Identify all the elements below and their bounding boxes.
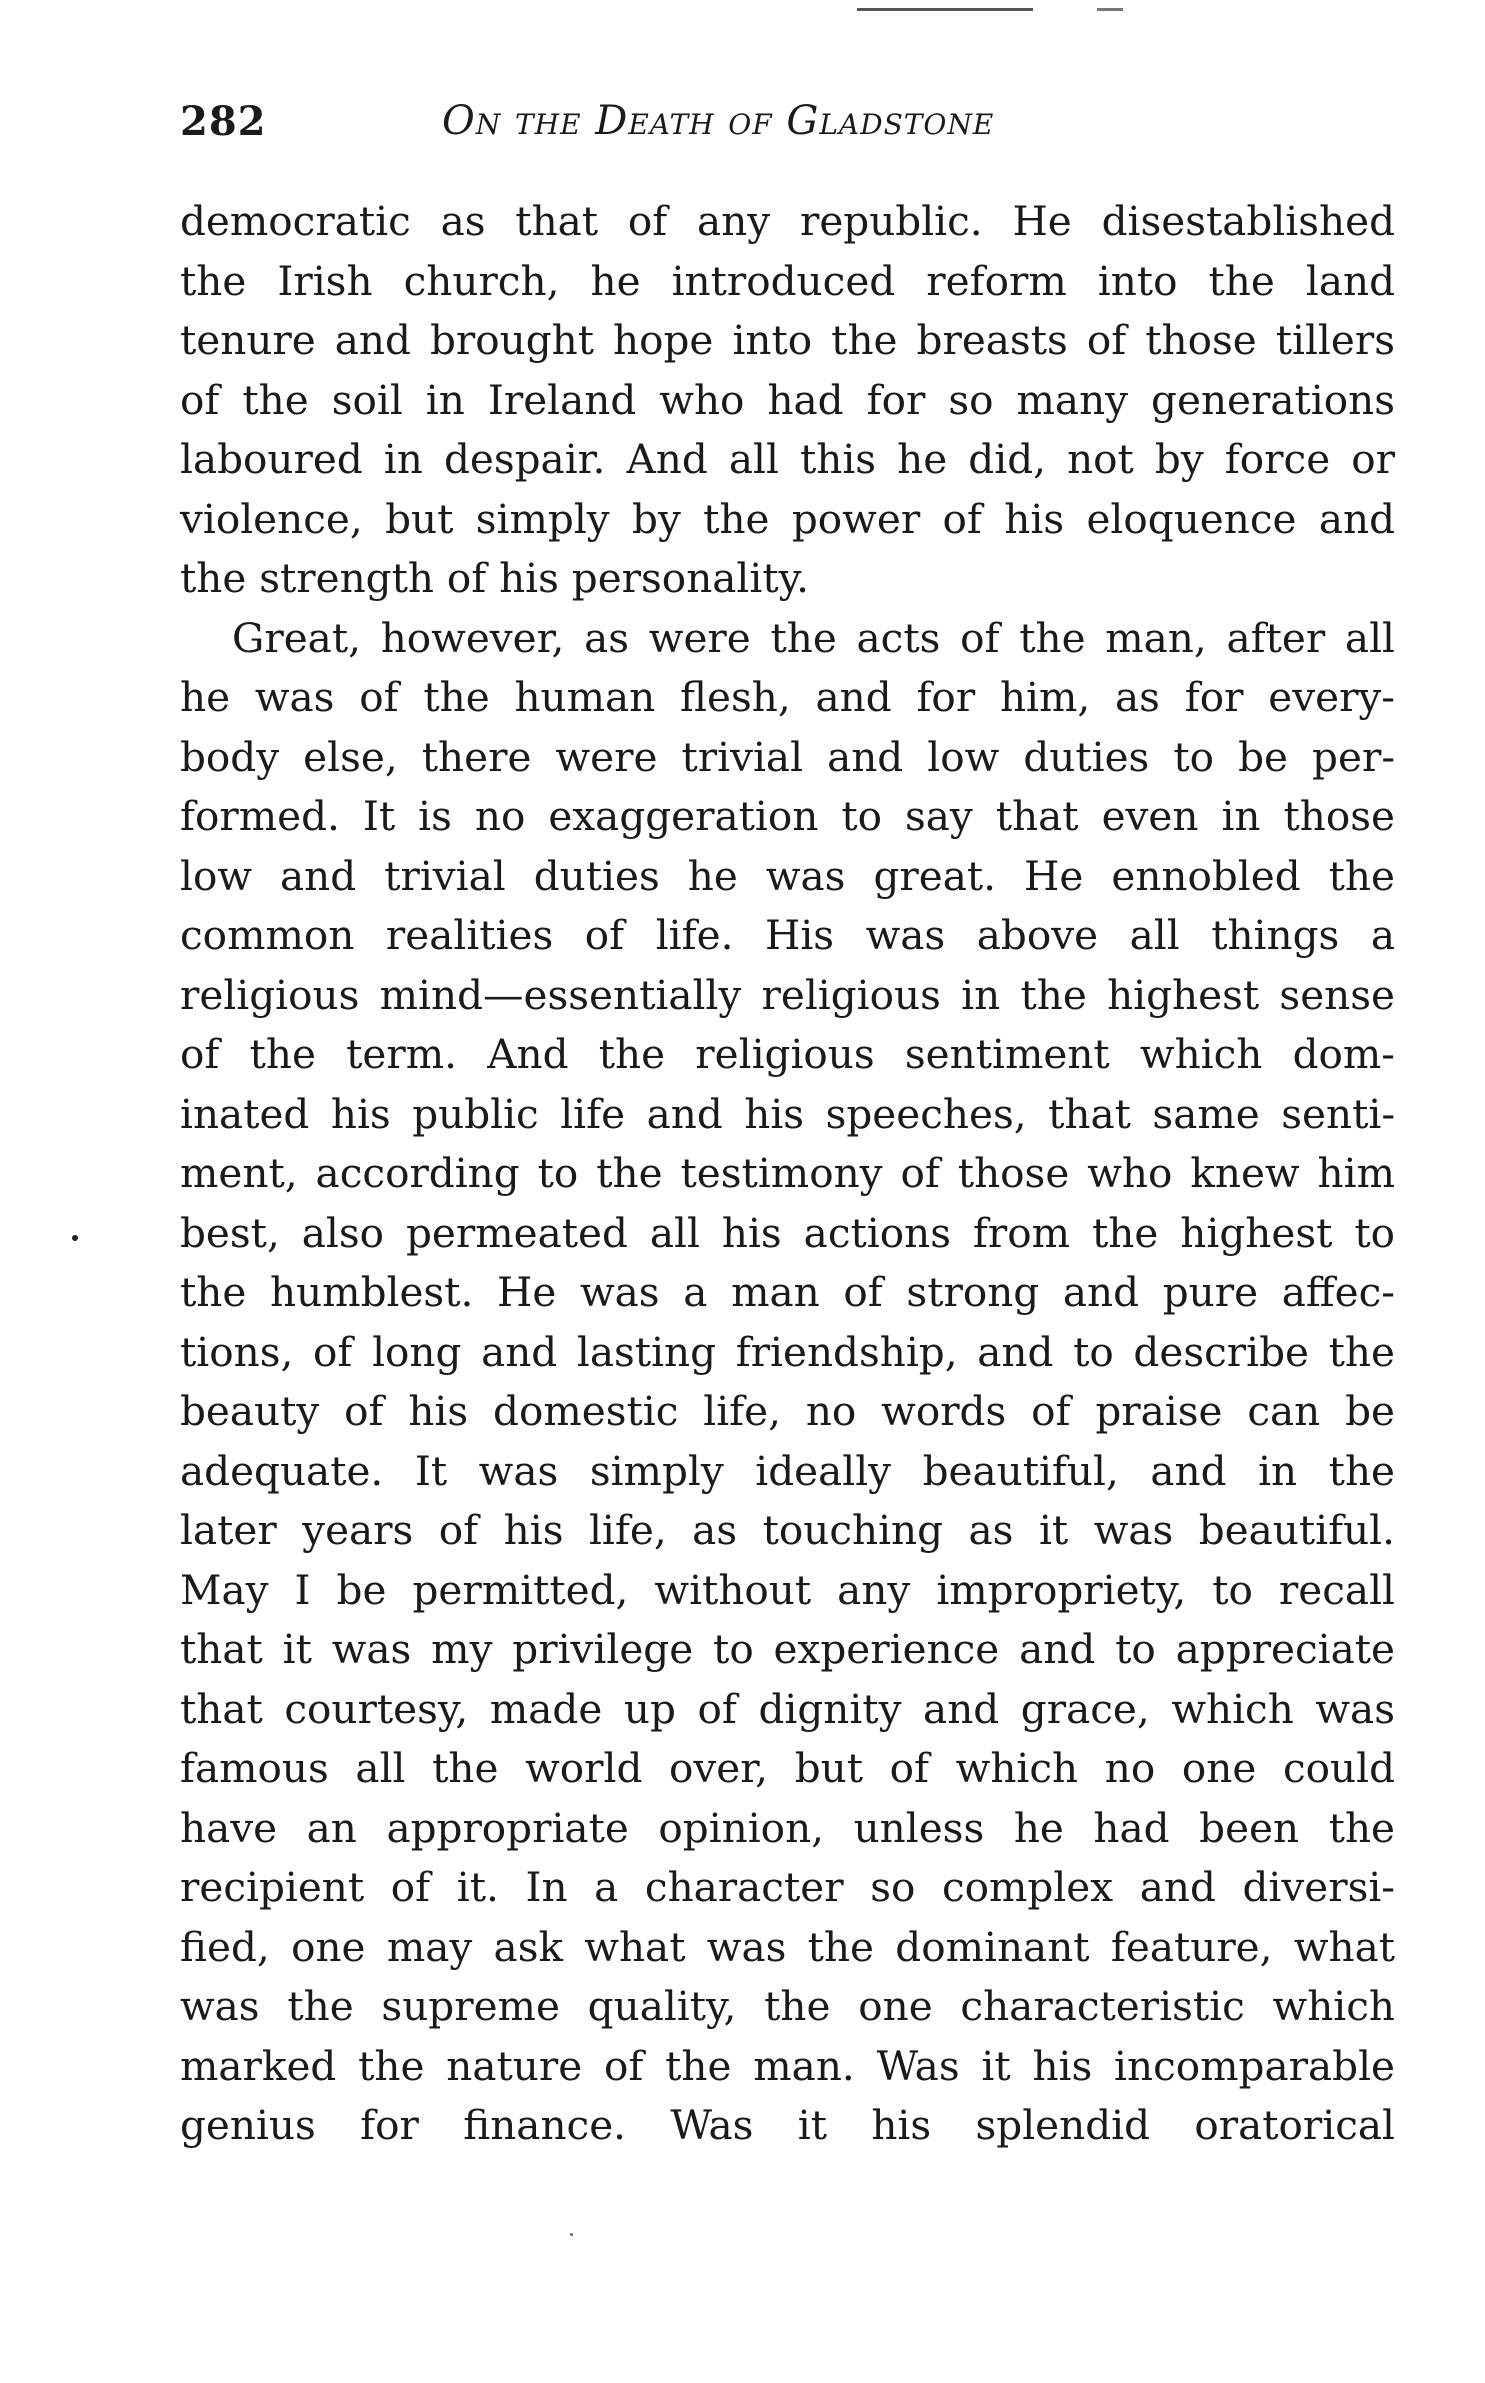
text-line: inated his public life and his speeches, that same senti- xyxy=(180,1089,1395,1138)
text-line: tenure and brought hope into the breasts of those tillers xyxy=(180,316,1395,364)
text-line: beauty of his domestic life, no words of praise can be xyxy=(180,1387,1395,1435)
text-line: May I be permitted, without any impropriety, to recall xyxy=(180,1565,1395,1614)
text-line: body else, there were trivial and low duties to be per- xyxy=(180,732,1395,781)
page-number: 282 xyxy=(180,98,267,145)
running-head xyxy=(180,98,1395,158)
top-rule-mark-small xyxy=(1097,8,1123,11)
text-line: the Irish church, he introduced reform into the land xyxy=(180,256,1395,305)
paragraph-start-line: Great, however, as were the acts of the man, after all xyxy=(232,613,1395,662)
text-line: of the soil in Ireland who had for so many generations xyxy=(180,375,1395,424)
print-speck xyxy=(570,2233,573,2236)
top-rule-mark xyxy=(857,8,1033,11)
text-line: fied, one may ask what was the dominant feature, what xyxy=(180,1922,1395,1971)
text-line: that courtesy, made up of dignity and grace, which was xyxy=(180,1684,1395,1733)
body-text xyxy=(180,192,1395,2156)
text-line: best, also permeated all his actions from the highest to xyxy=(180,1208,1395,1257)
text-line: religious mind—essentially religious in the highest sense xyxy=(180,970,1395,1019)
text-line: laboured in despair. And all this he did, not by force or xyxy=(180,435,1395,483)
text-line: of the term. And the religious sentiment which dom- xyxy=(180,1030,1395,1078)
text-line: low and trivial duties he was great. He ennobled the xyxy=(180,851,1395,900)
text-line: have an appropriate opinion, unless he had been the xyxy=(180,1803,1395,1852)
text-line: famous all the world over, but of which no one could xyxy=(180,1744,1395,1792)
text-line: adequate. It was simply ideally beautiful, and in the xyxy=(180,1446,1395,1495)
text-line: was the supreme quality, the one characteristic which xyxy=(180,1982,1395,2030)
text-line: democratic as that of any republic. He disestablished xyxy=(180,197,1395,245)
text-line: tions, of long and lasting friendship, and to describe the xyxy=(180,1327,1395,1376)
text-line: later years of his life, as touching as it was beautiful. xyxy=(180,1506,1395,1554)
margin-dot xyxy=(72,1235,78,1241)
text-line: recipient of it. In a character so complex and diversi- xyxy=(180,1863,1395,1911)
text-line: genius for finance. Was it his splendid oratorical xyxy=(180,2101,1395,2149)
text-line: marked the nature of the man. Was it his incomparable xyxy=(180,2041,1395,2090)
text-line: common realities of life. His was above all things a xyxy=(180,911,1395,959)
running-title: On the Death of Gladstone xyxy=(442,98,995,144)
text-line: the strength of his personality. xyxy=(180,554,809,602)
text-line: that it was my privilege to experience and to appreciate xyxy=(180,1625,1395,1673)
text-line: the humblest. He was a man of strong and pure affec- xyxy=(180,1268,1395,1316)
text-line: formed. It is no exaggeration to say that even in those xyxy=(180,792,1395,840)
text-line: violence, but simply by the power of his eloquence and xyxy=(180,494,1395,543)
text-line: ment, according to the testimony of those who knew him xyxy=(180,1149,1395,1197)
text-line: he was of the human flesh, and for him, as for every- xyxy=(180,673,1395,721)
